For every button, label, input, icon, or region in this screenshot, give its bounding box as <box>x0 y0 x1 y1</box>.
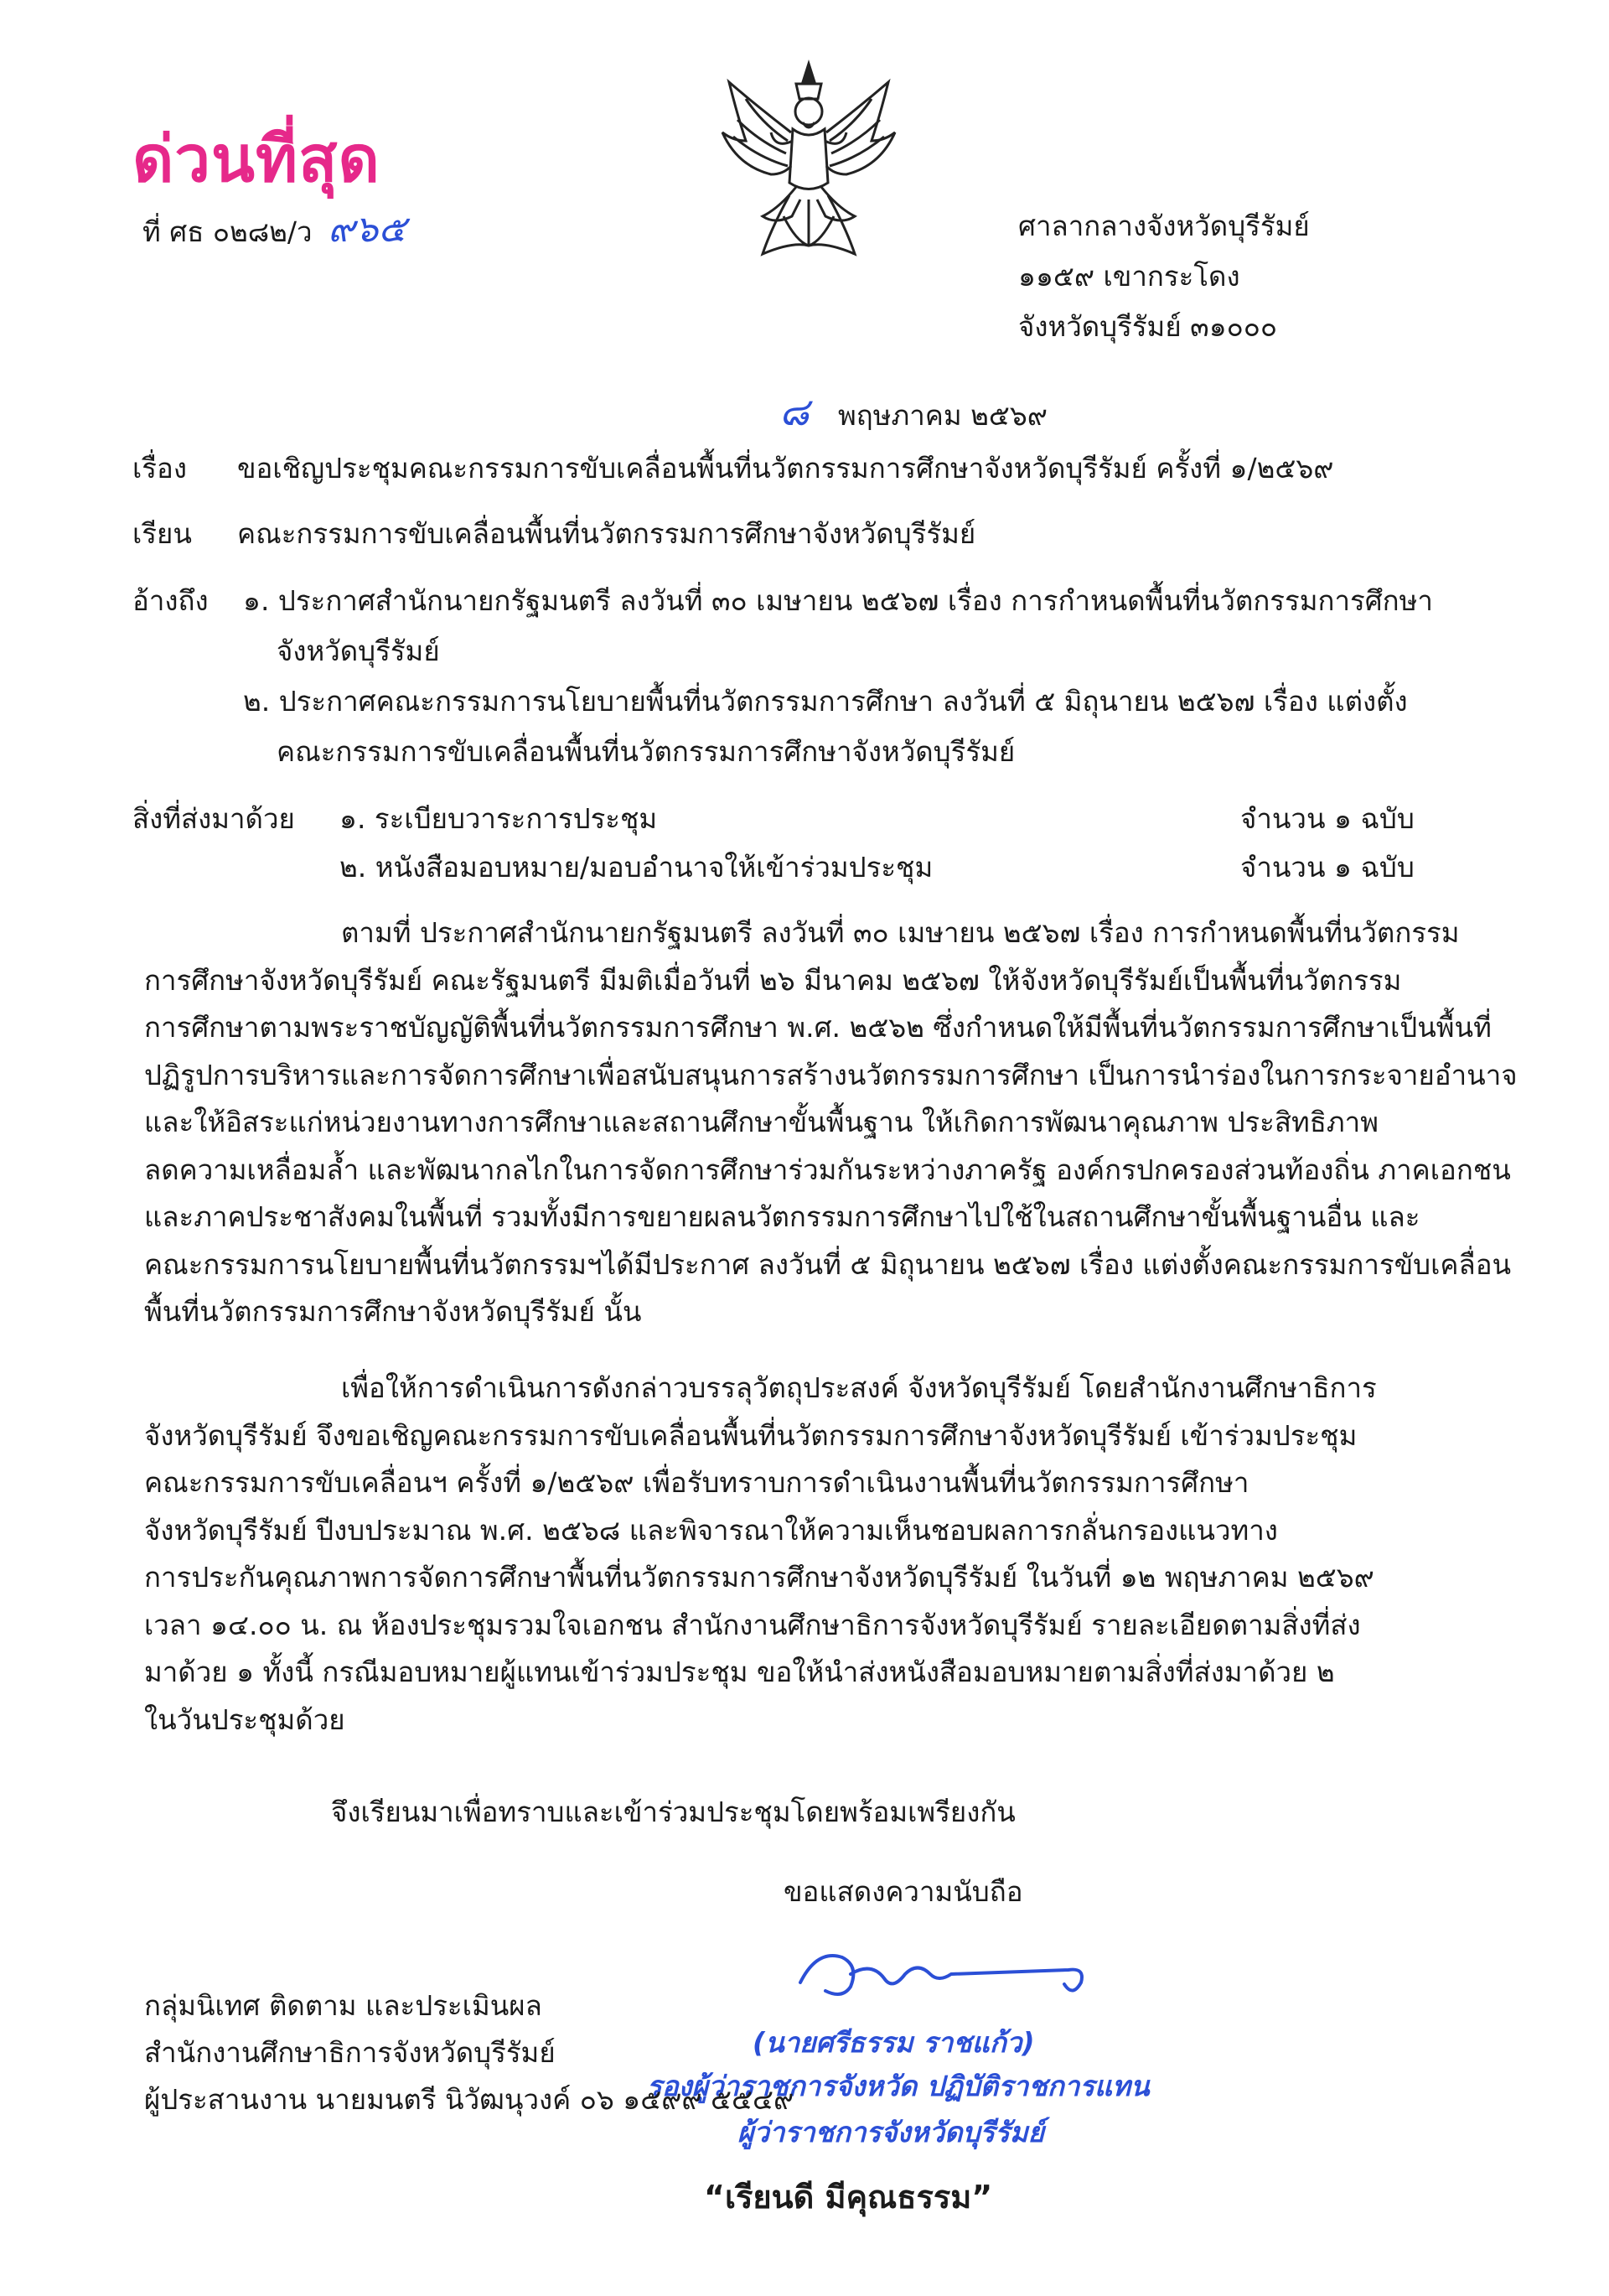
reference-2-line-2: คณะกรรมการขับเคลื่อนพื้นที่นวัตกรรมการศึกษาจังหวัดบุรีรัมย์ <box>277 735 1016 768</box>
paragraph-2-line: ในวันประชุมด้วย <box>144 1703 345 1736</box>
paragraph-1-line: ตามที่ ประกาศสำนักนายกรัฐมนตรี ลงวันที่ ๓๐ เมษายน ๒๕๖๗ เรื่อง การกำหนดพื้นที่นวัตกรรม <box>341 916 1460 949</box>
paragraph-1-line: การศึกษาจังหวัดบุรีรัมย์ คณะรัฐมนตรี มีมติเมื่อวันที่ ๒๖ มีนาคม ๒๕๖๗ ให้จังหวัดบุรีรัมย์เป็นพื้นที่นวัตกรรม <box>144 963 1402 997</box>
paragraph-2-line: การประกันคุณภาพการจัดการศึกษาพื้นที่นวัตกรรมการศึกษาจังหวัดบุรีรัมย์ ในวันที่ ๑๒ พฤษภาคม ๒๕๖๙ <box>144 1561 1374 1594</box>
salutation: ขอแสดงความนับถือ <box>784 1875 1023 1908</box>
paragraph-1-line: และภาคประชาสังคมในพื้นที่ รวมทั้งมีการขยายผลนวัตกรรมการศึกษาไปใช้ในสถานศึกษาขั้นพื้นฐานอื่น และ <box>144 1200 1420 1233</box>
enclosure-2-text: ๒. หนังสือมอบหมาย/มอบอำนาจให้เข้าร่วมประชุม <box>339 851 934 884</box>
paragraph-1-line: พื้นที่นวัตกรรมการศึกษาจังหวัดบุรีรัมย์ นั้น <box>144 1295 642 1328</box>
recipient-label: เรียน <box>132 517 192 550</box>
office-line-3: ผู้ประสานงาน นายมนตรี นิวัฒนุวงค์ ๐๖ ๑๕๙๙ ๕๕๔๙ <box>144 2083 794 2116</box>
enclosure-1-qty: จำนวน ๑ ฉบับ <box>1240 802 1415 835</box>
subject-text: ขอเชิญประชุมคณะกรรมการขับเคลื่อนพื้นที่นวัตกรรมการศึกษาจังหวัดบุรีรัมย์ ครั้งที่ ๑/๒๕๖๙ <box>237 452 1334 485</box>
document-date <box>779 381 1048 443</box>
paragraph-1-line: การศึกษาตามพระราชบัญญัติพื้นที่นวัตกรรมการศึกษา พ.ศ. ๒๕๖๒ ซึ่งกำหนดให้มีพื้นที่นวัตกรรมการศึกษาเป็นพื้นที่ <box>144 1011 1492 1044</box>
reference-1-line-1: ๑. ประกาศสำนักนายกรัฐมนตรี ลงวันที่ ๓๐ เมษายน ๒๕๖๗ เรื่อง การกำหนดพื้นที่นวัตกรรมการศึกษา <box>243 584 1433 617</box>
office-line-1: กลุ่มนิเทศ ติดตาม และประเมินผล <box>144 1989 542 2022</box>
paragraph-2-line: คณะกรรมการขับเคลื่อนฯ ครั้งที่ ๑/๒๕๖๙ เพื่อรับทราบการดำเนินงานพื้นที่นวัตกรรมการศึกษา <box>144 1466 1249 1499</box>
document-number-handwritten: ๙๖๕ <box>328 208 406 251</box>
paragraph-1-line: และให้อิสระแก่หน่วยงานทางการศึกษาและสถานศึกษาขั้นพื้นฐาน ให้เกิดการพัฒนาคุณภาพ ประสิทธิภาพ <box>144 1106 1379 1138</box>
reference-1-line-2: จังหวัดบุรีรัมย์ <box>277 635 440 667</box>
body-paragraph-1 <box>144 910 1518 1336</box>
signatory-title-line-2: ผู้ว่าราชการจังหวัดบุรีรัมย์ <box>737 2116 1044 2148</box>
sender-address-line-1: ศาลากลางจังหวัดบุรีรัมย์ <box>1018 210 1310 242</box>
enclosure-1-text: ๑. ระเบียบวาระการประชุม <box>339 802 658 835</box>
paragraph-1-line: คณะกรรมการนโยบายพื้นที่นวัตกรรมฯได้มีประกาศ ลงวันที่ ๕ มิถุนายน ๒๕๖๗ เรื่อง แต่งตั้งคณะกรรมการขับเคลื่อน <box>144 1247 1512 1281</box>
body-paragraph-2 <box>144 1365 1441 1744</box>
paragraph-2-line: จังหวัดบุรีรัมย์ ปีงบประมาณ พ.ศ. ๒๕๖๘ และพิจารณาให้ความเห็นชอบผลการกลั่นกรองแนวทาง <box>144 1513 1278 1547</box>
paragraph-2-line: มาด้วย ๑ ทั้งนี้ กรณีมอบหมายผู้แทนเข้าร่วมประชุม ขอให้นำส่งหนังสือมอบหมายตามสิ่งที่ส่งมาด้วย ๒ <box>144 1656 1335 1688</box>
references-label: อ้างถึง <box>132 584 209 617</box>
paragraph-1-line: ปฏิรูปการบริหารและการจัดการศึกษาเพื่อสนับสนุนการสร้างนวัตกรรมการศึกษา เป็นการนำร่องในการกระจายอำนาจ <box>144 1058 1518 1091</box>
urgency-label: ด่วนที่สุด <box>132 122 380 196</box>
recipient-text: คณะกรรมการขับเคลื่อนพื้นที่นวัตกรรมการศึกษาจังหวัดบุรีรัมย์ <box>237 517 976 550</box>
sender-address-line-2: ๑๑๕๙ เขากระโดง <box>1018 260 1240 293</box>
reference-2-line-1: ๒. ประกาศคณะกรรมการนโยบายพื้นที่นวัตกรรมการศึกษา ลงวันที่ ๕ มิถุนายน ๒๕๖๗ เรื่อง แต่งตั้ง <box>243 685 1408 718</box>
signatory-title-line-1: รองผู้ว่าราชการจังหวัด ปฏิบัติราชการแทน <box>647 2070 1150 2102</box>
closing-sentence: จึงเรียนมาเพื่อทราบและเข้าร่วมประชุมโดยพร้อมเพรียงกัน <box>331 1796 1016 1828</box>
signatory-name: (นายศรีธรรม ราชแก้ว) <box>753 2026 1035 2059</box>
date-day-handwritten: ๘ <box>779 389 810 434</box>
handwritten-signature <box>792 1932 1102 2012</box>
motto: “เรียนดี มีคุณธรรม” <box>704 2179 993 2216</box>
subject-label: เรื่อง <box>132 452 187 485</box>
paragraph-1-line: ลดความเหลื่อมล้ำ และพัฒนากลไกในการจัดการศึกษาร่วมกันระหว่างภาครัฐ องค์กรปกครองส่วนท้องถิ่น ภาคเอกชน <box>144 1153 1511 1186</box>
sender-address-line-3: จังหวัดบุรีรัมย์ ๓๑๐๐๐ <box>1018 310 1278 343</box>
enclosures-label: สิ่งที่ส่งมาด้วย <box>132 802 295 835</box>
document-number-prefix: ที่ ศธ ๐๒๘๒/ว <box>142 215 313 248</box>
office-line-2: สำนักงานศึกษาธิการจังหวัดบุรีรัมย์ <box>144 2036 556 2069</box>
document-number <box>142 200 406 258</box>
paragraph-2-line: จังหวัดบุรีรัมย์ จึงขอเชิญคณะกรรมการขับเคลื่อนพื้นที่นวัตกรรมการศึกษาจังหวัดบุรีรัมย์ เข้าร่วมประชุม <box>144 1418 1358 1452</box>
garuda-emblem-icon <box>712 49 905 262</box>
enclosure-2-qty: จำนวน ๑ ฉบับ <box>1240 851 1415 884</box>
paragraph-2-line: เพื่อให้การดำเนินการดังกล่าวบรรลุวัตถุประสงค์ จังหวัดบุรีรัมย์ โดยสำนักงานศึกษาธิการ <box>341 1371 1377 1404</box>
paragraph-2-line: เวลา ๑๔.๐๐ น. ณ ห้องประชุมรวมใจเอกชน สำนักงานศึกษาธิการจังหวัดบุรีรัมย์ รายละเอียดตามสิ่งที่ส่ง <box>144 1608 1361 1641</box>
date-month-year: พฤษภาคม ๒๕๖๙ <box>838 399 1048 432</box>
